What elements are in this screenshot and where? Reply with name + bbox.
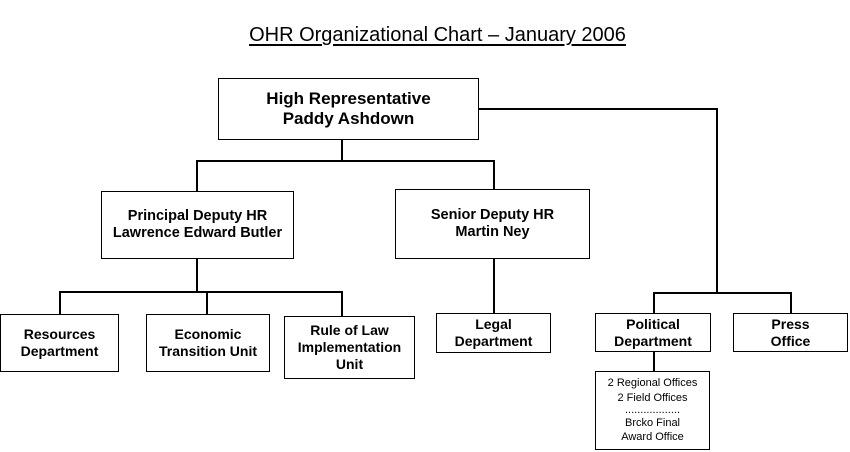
chart-title: OHR Organizational Chart – January 2006 <box>249 24 626 46</box>
sub-office-label: 2 Regional Offices <box>607 377 698 390</box>
connector <box>196 258 198 291</box>
separator-dots: .................. <box>624 404 680 416</box>
connector <box>206 291 208 315</box>
connector <box>790 292 792 314</box>
node-person: Lawrence Edward Butler <box>112 225 283 241</box>
connector <box>341 291 343 317</box>
connector <box>653 351 655 372</box>
node-label: Unit <box>335 355 364 372</box>
connector <box>478 108 717 110</box>
connector <box>59 291 342 293</box>
connector <box>716 108 718 293</box>
economic-transition-unit-box <box>146 314 270 372</box>
node-label: Resources <box>23 326 96 343</box>
node-label: Rule of Law <box>310 322 389 339</box>
principal-deputy-box <box>101 191 294 259</box>
node-label: Department <box>614 332 692 349</box>
rule-of-law-box <box>284 316 415 379</box>
sub-office-label: 2 Field Offices <box>617 391 688 404</box>
senior-deputy-box <box>395 189 590 259</box>
political-sub-offices-box <box>595 371 710 450</box>
node-label: Press <box>771 315 810 332</box>
node-person: Martin Ney <box>455 224 530 240</box>
high-representative-box <box>218 78 479 140</box>
node-title: Senior Deputy HR <box>430 206 555 223</box>
sub-office-label: Award Office <box>621 431 684 444</box>
node-label: Transition Unit <box>159 343 257 359</box>
resources-department-box <box>0 314 119 372</box>
connector <box>196 160 198 192</box>
node-label: Department <box>454 333 533 349</box>
connector <box>196 160 494 162</box>
node-label: Legal <box>475 316 512 333</box>
node-person: Paddy Ashdown <box>282 109 415 128</box>
node-label: Department <box>20 343 99 359</box>
connector <box>59 291 61 315</box>
connector <box>493 160 495 190</box>
connector <box>653 292 655 314</box>
connector <box>341 139 343 161</box>
connector <box>653 292 791 294</box>
node-label: Office <box>770 332 811 349</box>
node-title: Principal Deputy HR <box>127 207 268 224</box>
sub-office-label: Brcko Final <box>624 417 681 429</box>
node-title: High Representative <box>266 88 431 108</box>
political-department-box <box>595 313 711 352</box>
node-label: Economic <box>174 326 242 343</box>
node-label: Political <box>626 315 680 332</box>
connector <box>493 258 495 314</box>
legal-department-box <box>436 313 551 353</box>
node-label: Implementation <box>297 339 402 356</box>
press-office-box <box>733 313 848 352</box>
